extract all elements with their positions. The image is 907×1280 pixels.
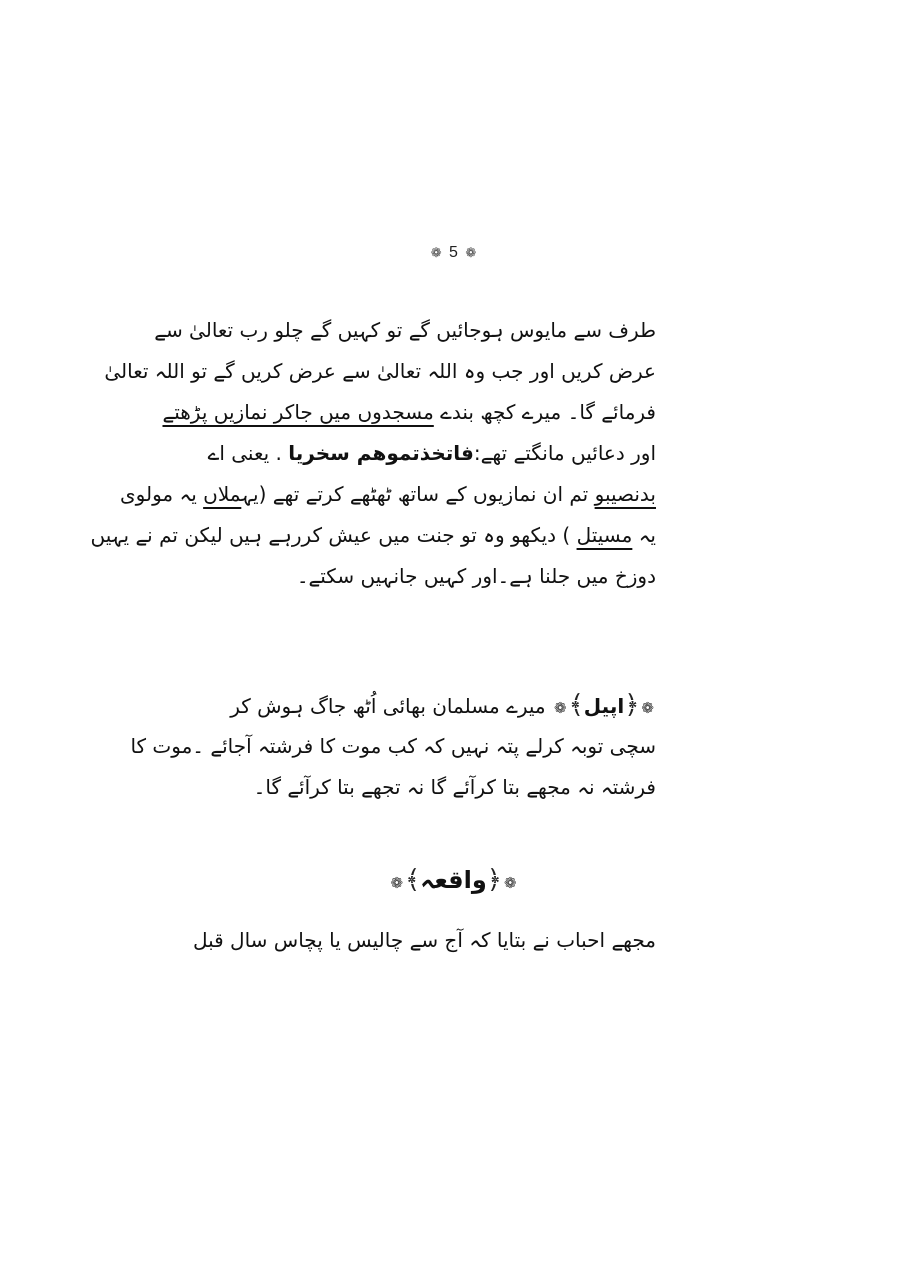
- line-text: طرف سے مایوس ہوجائیں گے تو کہیں گے چلو رب تعالیٰ سے: [154, 318, 656, 342]
- bracket-icon: ﴿: [624, 690, 640, 720]
- paragraph-main: [90, 310, 656, 597]
- page-number: [0, 244, 907, 262]
- line-text: یہ: [638, 523, 656, 547]
- paragraph-line: [154, 310, 656, 351]
- underlined-text: بدنصیبو: [594, 482, 656, 506]
- line-text: فرمائے گا۔ میرے کچھ بندے: [440, 400, 656, 424]
- underlined-text: مسجدوں میں جاکر نمازیں پڑھتے: [162, 400, 434, 424]
- paragraph-line: [104, 351, 656, 392]
- paragraph-line: [120, 474, 656, 515]
- line-text: ) دیکھو وہ تو جنت میں عیش کررہے ہیں لیکن تم نے یہیں: [90, 523, 571, 547]
- line-text: تم ان نمازیوں کے ساتھ ٹھٹھے کرتے تھے (یہ: [241, 482, 589, 506]
- line-text: عرض کریں اور جب وہ اللہ تعالیٰ سے عرض کریں گے تو اللہ تعالیٰ: [104, 359, 656, 383]
- underlined-text: مسیتل: [576, 523, 633, 547]
- ornament-icon: ❁: [503, 874, 517, 892]
- bracket-icon: ﴿: [486, 865, 502, 895]
- bracket-icon: ﴾: [405, 865, 421, 895]
- line-text: سچی توبہ کرلے پتہ نہیں کہ کب موت کا فرشتہ آجائے ۔موت کا: [130, 734, 656, 758]
- paragraph-line: [207, 433, 656, 474]
- line-text: مجھے احباب نے بتایا کہ آج سے چالیس یا پچاس سال قبل: [192, 928, 656, 952]
- paragraph-line: [246, 767, 656, 808]
- ornament-icon: ❁: [641, 699, 654, 717]
- page-ornament-left-icon: ❁: [430, 245, 442, 260]
- line-text: میرے مسلمان بھائی اُٹھ جاگ ہوش کر: [230, 694, 546, 718]
- paragraph-line: [230, 685, 656, 726]
- appeal-label: اپیل: [583, 694, 625, 718]
- line-text: اور دعائیں مانگتے تھے:: [473, 441, 656, 465]
- line-text: دوزخ میں جلنا ہے۔اور کہیں جانہیں سکتے۔: [296, 564, 656, 588]
- ornament-icon: ❁: [390, 874, 404, 892]
- paragraph-line: [130, 726, 656, 767]
- bracket-icon: ﴾: [568, 690, 584, 720]
- page-ornament-right-icon: ❁: [465, 245, 477, 260]
- ornament-icon: ❁: [553, 699, 567, 717]
- waqia-paragraph: [192, 920, 656, 961]
- underlined-text: ملاں: [203, 482, 242, 506]
- heading-text: واقعہ: [420, 866, 487, 894]
- paragraph-line: [246, 556, 656, 597]
- quran-quote: فاتخذتموھم سخریا: [288, 441, 474, 465]
- line-text: فرشتہ نہ مجھے بتا کرآئے گا نہ تجھے بتا کرآئے گا۔: [253, 775, 656, 799]
- paragraph-line: [90, 515, 656, 556]
- page-number-value: 5: [449, 244, 458, 261]
- paragraph-line: [192, 920, 656, 961]
- paragraph-line: [162, 392, 656, 433]
- section-heading: [0, 860, 907, 903]
- line-text: یہ مولوی: [120, 482, 204, 506]
- appeal-paragraph: [130, 685, 656, 808]
- line-text: . یعنی اے: [207, 441, 282, 465]
